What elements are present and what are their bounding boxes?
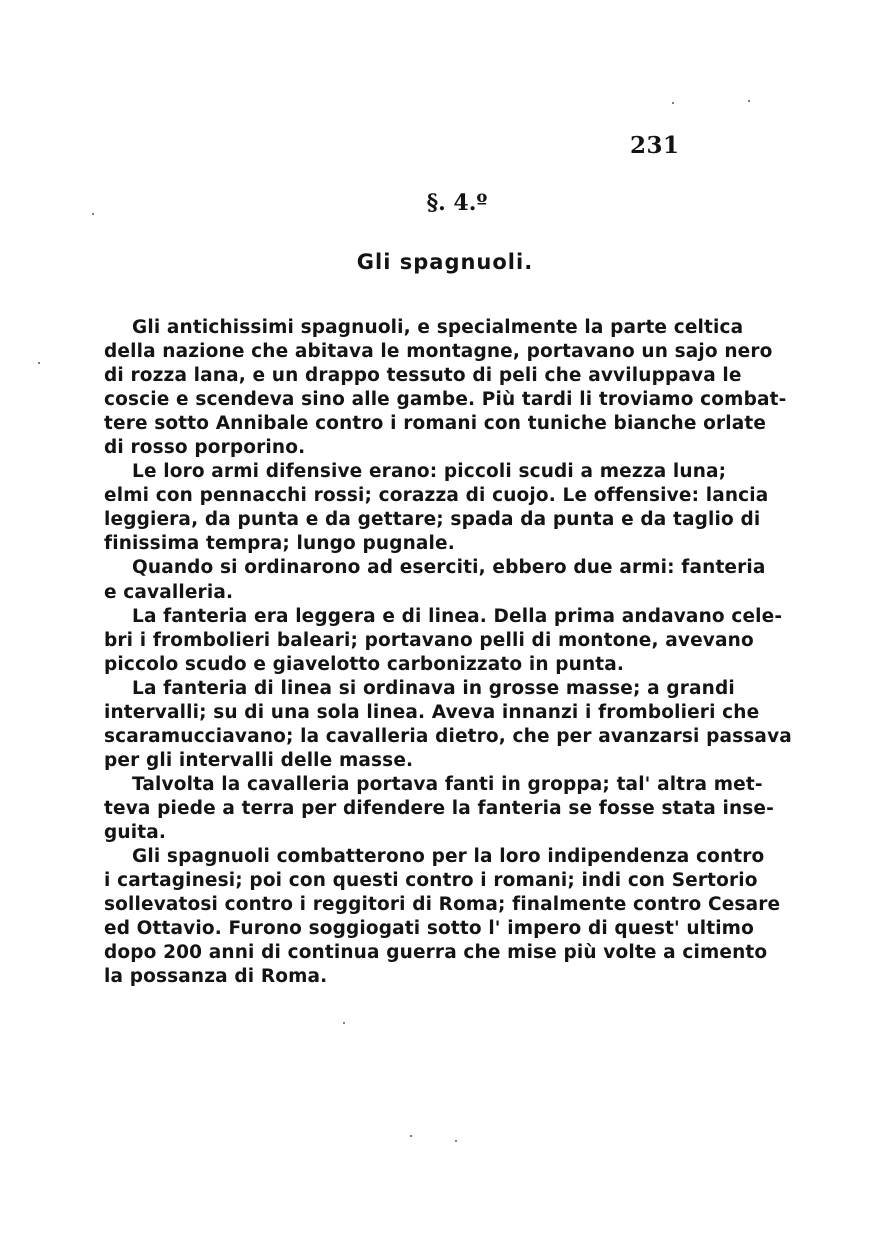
text-line: leggiera, da punta e da gettare; spada da punta e da taglio di [104,509,761,531]
text-line: i cartaginesi; poi con questi contro i romani; indi con Sertorio [104,870,758,892]
text-line: elmi con pennacchi rossi; corazza di cuojo. Le offensive: lancia [104,485,769,507]
scan-speck [748,100,750,102]
text-line: Gli antichissimi spagnuoli, e specialmente la parte celtica [132,317,744,338]
section-heading [0,190,890,216]
text-line: della nazione che abitava le montagne, portavano un sajo nero [104,341,773,363]
text-line: guita. [104,821,167,843]
scan-speck [672,102,674,104]
page-number: 231 [630,132,680,159]
text-line: e cavalleria. [104,581,234,603]
text-line: di rozza lana, e un drappo tessuto di peli che avviluppava le [104,365,742,387]
text-line: intervalli; su di una sola linea. Aveva innanzi i frombolieri che [104,701,760,723]
scan-speck [410,1135,412,1137]
text-line: La fanteria era leggera e di linea. Della prima andavano cele- [132,605,783,627]
text-line: la possanza di Roma. [104,966,328,988]
text-line: scaramucciavano; la cavalleria dietro, che per avanzarsi passava [104,725,792,747]
text-line: coscie e scendeva sino alle gambe. Più tardi li troviamo combat- [104,389,787,411]
text-line: per gli intervalli delle masse. [104,749,414,771]
text-line: Le loro armi difensive erano: piccoli scudi a mezza luna; [132,461,727,483]
scan-speck [455,1140,457,1142]
text-line: ed Ottavio. Furono soggiogati sotto l' impero di quest' ultimo [104,918,754,940]
text-line: Quando si ordinarono ad eserciti, ebbero due armi: fanteria [132,557,766,579]
text-line: bri i frombolieri baleari; portavano pelli di montone, avevano [104,629,754,651]
text-line: dopo 200 anni di continua guerra che mise più volte a cimento [104,942,768,964]
chapter-title: Gli spagnuoli. [356,250,534,274]
text-line: finissima tempra; lungo pugnale. [104,533,455,555]
section-mark: §. 4.º [426,190,488,216]
text-line: piccolo scudo e giavelotto carbonizzato in punta. [104,653,625,675]
text-line: Talvolta la cavalleria portava fanti in groppa; tal' altra met- [132,773,763,795]
text-line: sollevatosi contro i reggitori di Roma; finalmente contro Cesare [104,894,781,916]
body-text [104,316,792,989]
text-line: La fanteria di linea si ordinava in grosse masse; a grandi [132,677,735,699]
scan-speck [38,362,40,364]
text-line: di rosso porporino. [104,437,306,459]
scan-speck [343,1022,345,1024]
text-line: tere sotto Annibale contro i romani con tuniche bianche orlate [104,413,767,435]
scan-speck [92,213,94,215]
text-line: teva piede a terra per difendere la fanteria se fosse stata inse- [104,797,774,819]
text-line: Gli spagnuoli combatterono per la loro indipendenza contro [132,846,765,868]
